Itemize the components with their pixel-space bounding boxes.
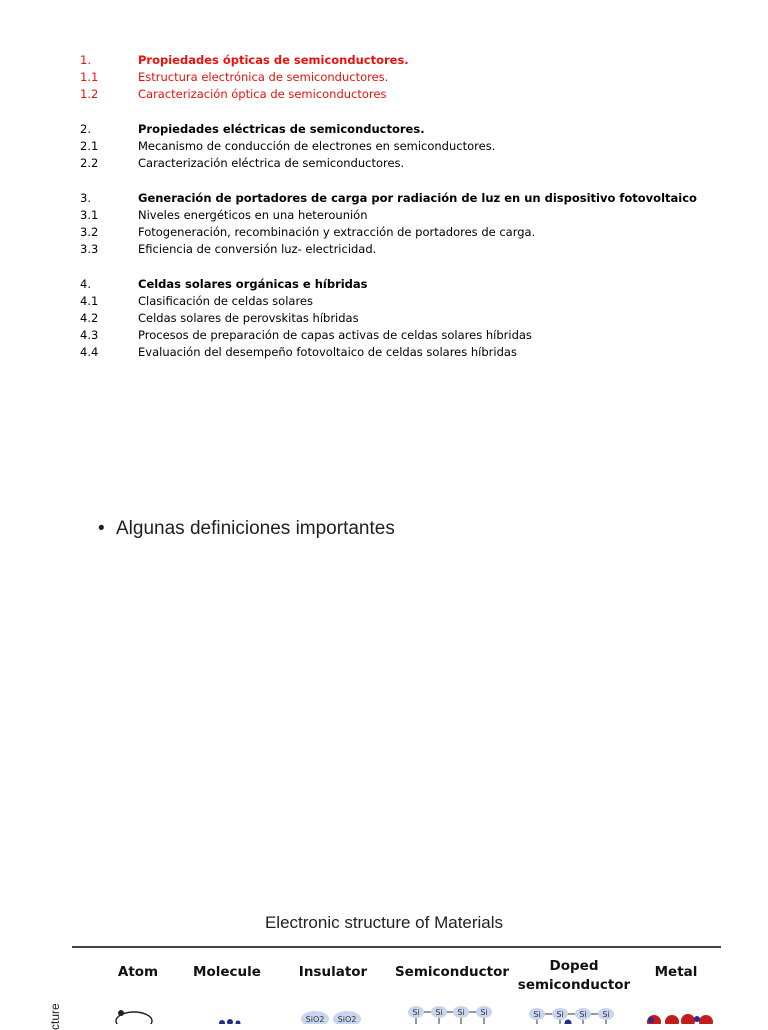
column-label-metal: Metal	[654, 964, 698, 980]
bullet-definitions	[98, 518, 395, 540]
si-label: Si	[412, 1008, 420, 1017]
figure-title: Electronic structure of Materials	[264, 913, 504, 932]
si-label: Si	[533, 1010, 541, 1019]
metal-diagram	[647, 1014, 713, 1024]
bullet-marker: •	[98, 518, 105, 539]
column-label-atom: Atom	[117, 964, 159, 980]
semiconductor-diagram	[408, 1006, 492, 1024]
column-label-doped-semiconductor: Doped semiconductor	[517, 958, 631, 993]
insulator-diagram	[301, 1011, 361, 1024]
bullet-text: Algunas definiciones importantes	[116, 518, 395, 539]
figure-divider	[72, 946, 721, 948]
si-label: Si	[579, 1010, 587, 1019]
molecule-diagram	[219, 1019, 241, 1024]
si-label: Si	[556, 1010, 564, 1019]
si-label: Si	[480, 1008, 488, 1017]
insulator-atom-label-2: SiO2	[337, 1015, 357, 1024]
column-label-semiconductor: Semiconductor	[394, 964, 510, 980]
si-label: Si	[457, 1008, 465, 1017]
materials-illustration	[0, 995, 768, 1024]
insulator-atom-label-1: SiO2	[305, 1015, 325, 1024]
doped-semiconductor-diagram	[529, 1008, 614, 1024]
si-label: Si	[435, 1008, 443, 1017]
atom-diagram	[116, 1010, 152, 1024]
structure-side-label: cture	[48, 1003, 62, 1030]
column-label-insulator: Insulator	[298, 964, 368, 980]
column-label-molecule: Molecule	[193, 964, 261, 980]
si-label: Si	[602, 1010, 610, 1019]
